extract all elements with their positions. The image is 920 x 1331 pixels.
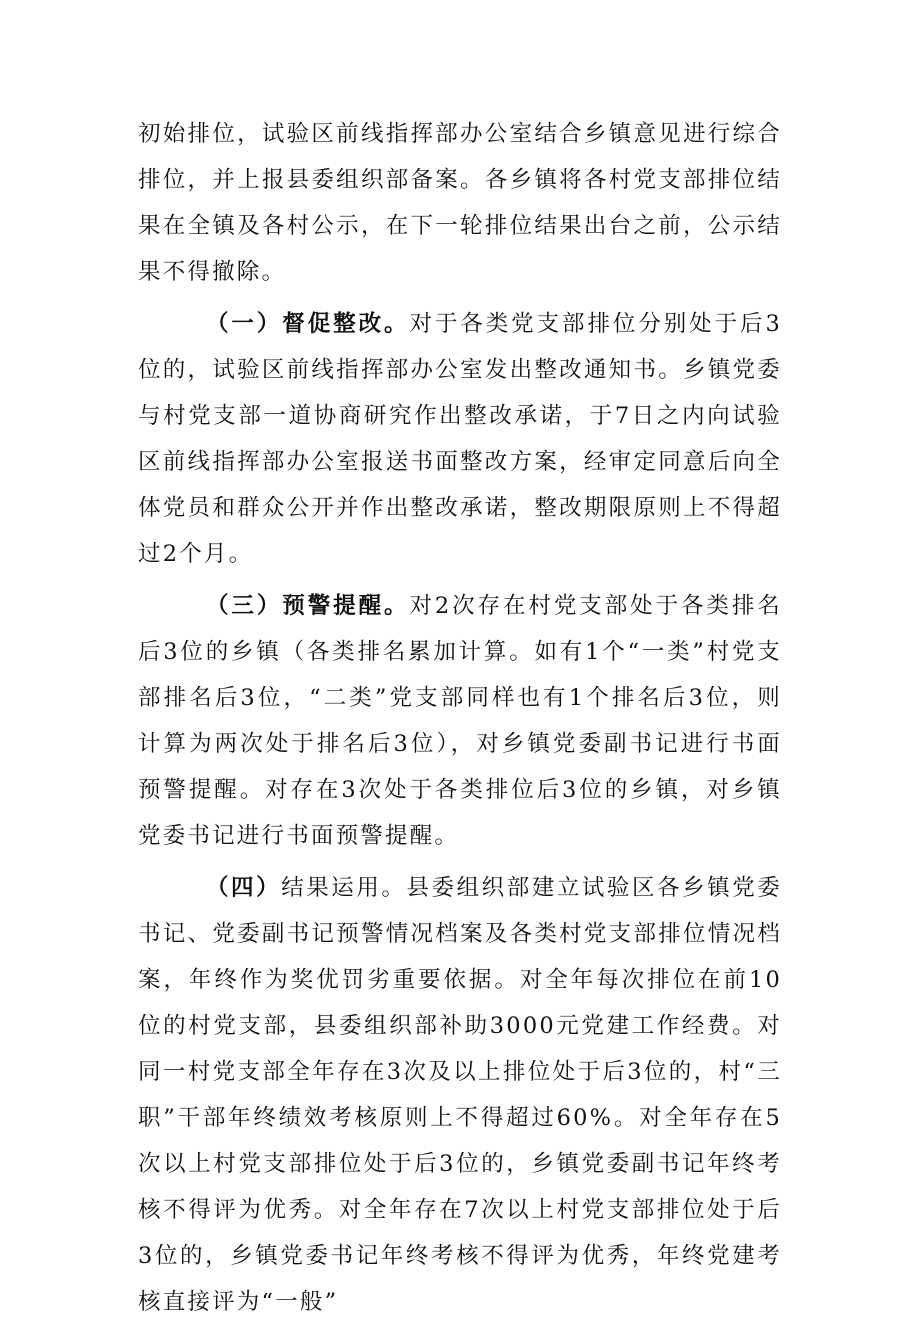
paragraph-text: 对2次存在村党支部处于各类排名后3位的乡镇（各类排名累加计算。如有1个“一类”村党支部排名后3位，“二类”党支部同样也有1个排名后3位，则计算为两次处于排名后3位），对乡镇党委副书记进行书面预警提醒。对存在3次处于各类排位后3位的乡镇，对乡镇党委书记进行书面预警提醒。 [138,593,782,849]
section-heading-supervise-rectification: （一）督促整改。 [206,311,410,337]
section-heading-early-warning: （三）预警提醒。 [206,593,410,619]
paragraph-text: 初始排位，试验区前线指挥部办公室结合乡镇意见进行综合排位，并上报县委组织部备案。各乡镇将各村党支部排位结果在全镇及各村公示，在下一轮排位结果出台之前，公示结果不得撤除。 [138,121,782,285]
paragraph-text: 结果运用。县委组织部建立试验区各乡镇党委书记、党委副书记预警情况档案及各类村党支部排位情况档案，年终作为奖优罚劣重要依据。对全年每次排位在前10位的村党支部，县委组织部补助3000元党建工作经费。对同一村党支部全年存在3次及以上排位处于后3位的，村“三职”干部年终绩效考核原则上不得超过60%。对全年存在5次以上村党支部排位处于后3位的，乡镇党委副书记年终考核不得评为优秀。对全年存在7次以上村党支部排位处于后3位的，乡镇党委书记年终考核不得评为优秀，年终党建考核直接评为“一般” [138,875,782,1315]
paragraph-ranking-continuation [138,111,782,295]
section-heading-result-application: （四） [206,875,282,901]
paragraph-result-application [138,865,782,1325]
document-body [138,111,782,1331]
paragraph-early-warning [138,583,782,859]
paragraph-text: 对于各类党支部排位分别处于后3位的，试验区前线指挥部办公室发出整改通知书。乡镇党委与村党支部一道协商研究作出整改承诺，于7日之内向试验区前线指挥部办公室报送书面整改方案，经审定同意后向全体党员和群众公开并作出整改承诺，整改期限原则上不得超过2个月。 [138,311,782,567]
paragraph-supervise-rectification [138,301,782,577]
